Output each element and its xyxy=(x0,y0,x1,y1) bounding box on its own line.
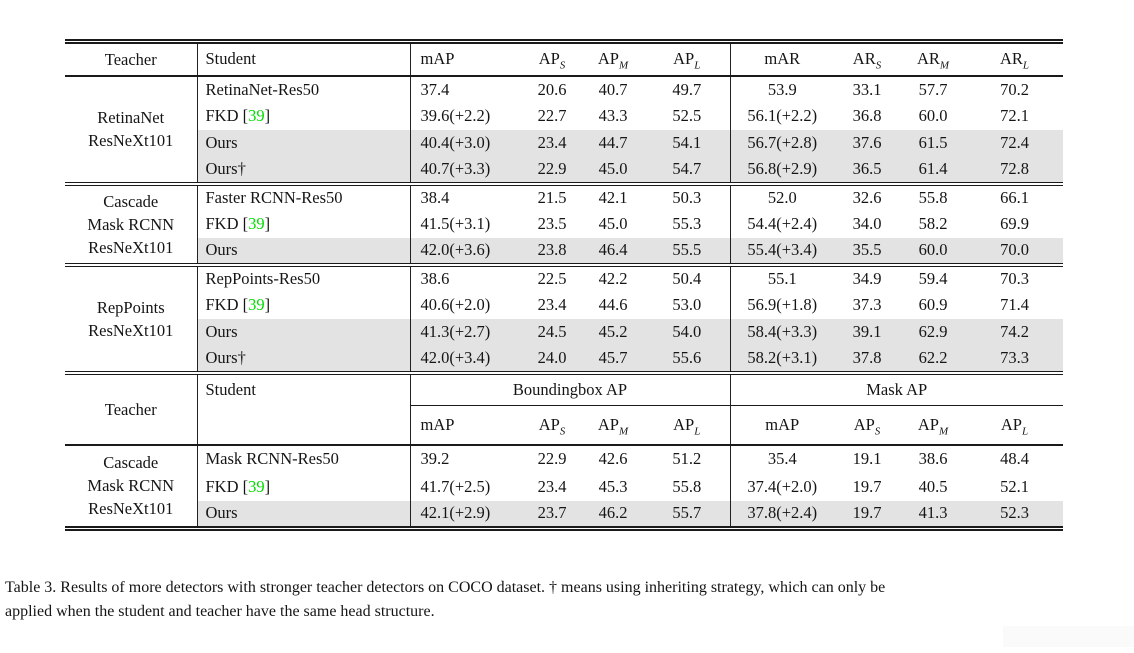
value-cell: 46.2 xyxy=(582,501,644,529)
student-cell: Faster RCNN-Res50 xyxy=(197,184,410,211)
header-mAR xyxy=(730,42,834,76)
value-cell: 38.4 xyxy=(410,184,522,211)
citation-link[interactable]: 39 xyxy=(248,214,265,233)
student-label: FKD [ xyxy=(205,476,249,496)
teacher-line: ResNeXt101 xyxy=(88,499,174,519)
value-cell: 23.4 xyxy=(537,476,567,496)
value-cell: 69.9 xyxy=(1000,214,1029,233)
value-cell: 49.7 xyxy=(672,79,702,99)
teacher-line: Mask RCNN xyxy=(87,214,175,234)
value-cell: 53.0 xyxy=(672,295,702,314)
value-cell: 22.9 xyxy=(537,449,567,468)
student-cell: Ours xyxy=(197,238,410,265)
student-cell: Ours xyxy=(197,501,410,529)
value-cell: 74.2 xyxy=(966,319,1063,346)
value-cell: 72.1 xyxy=(1000,106,1029,125)
metric-subscript: L xyxy=(1021,425,1029,438)
teacher-cell xyxy=(65,265,197,373)
value-cell: 46.4 xyxy=(582,238,644,265)
value-cell: 55.4(+3.4) xyxy=(730,238,834,265)
value-cell: 55.7 xyxy=(644,501,730,529)
metric-subscript: S xyxy=(559,425,566,438)
teacher-line: Cascade xyxy=(103,191,159,211)
results-table xyxy=(65,39,1063,531)
value-cell: 55.8 xyxy=(918,188,948,207)
table-header-row-2 xyxy=(65,373,1063,445)
table-row xyxy=(65,76,1063,103)
student-cell: Ours† xyxy=(197,346,410,373)
value-cell: 59.4 xyxy=(918,269,948,288)
header-ARS xyxy=(834,42,900,76)
value-cell: 55.3 xyxy=(672,214,702,233)
value-cell: 58.2(+3.1) xyxy=(730,346,834,373)
student-cell xyxy=(197,211,410,238)
value-cell: 52.5 xyxy=(672,106,702,125)
metric-label: AR xyxy=(999,49,1023,69)
metric-subscript: M xyxy=(938,425,949,438)
value-cell: 45.7 xyxy=(582,346,644,373)
group-mask-ap: Mask AP xyxy=(730,373,1063,406)
value-cell: 66.1 xyxy=(1000,188,1029,207)
value-cell: 54.0 xyxy=(644,319,730,346)
value-cell: 70.3 xyxy=(1000,269,1029,288)
value-cell: 37.8 xyxy=(834,346,900,373)
student-cell: Ours† xyxy=(197,157,410,184)
header-bbox-APS xyxy=(522,406,582,445)
header-bbox-mAP xyxy=(410,406,522,445)
teacher-line: ResNeXt101 xyxy=(88,237,174,257)
table-row xyxy=(65,130,1063,157)
metric-label: AP xyxy=(597,49,619,69)
value-cell: 54.1 xyxy=(644,130,730,157)
value-cell: 45.0 xyxy=(598,214,628,233)
value-cell: 37.8(+2.4) xyxy=(730,501,834,529)
value-cell: 62.2 xyxy=(900,346,966,373)
value-cell: 39.2 xyxy=(410,445,522,473)
group-boundingbox-ap: Boundingbox AP xyxy=(410,373,730,406)
value-cell: 23.4 xyxy=(537,295,567,314)
table-row xyxy=(65,445,1063,473)
value-cell: 21.5 xyxy=(537,188,567,207)
citation-link[interactable]: 39 xyxy=(248,295,265,314)
value-cell: 42.2 xyxy=(598,269,628,288)
value-cell: 57.7 xyxy=(918,79,948,99)
value-cell: 40.7(+3.3) xyxy=(410,157,522,184)
value-cell: 61.5 xyxy=(900,130,966,157)
value-cell: 39.6(+2.2) xyxy=(410,103,522,130)
value-cell: 24.5 xyxy=(522,319,582,346)
metric-subscript: S xyxy=(875,59,882,72)
student-label: FKD [ xyxy=(205,214,249,233)
metric-label: AP xyxy=(853,414,875,434)
value-cell: 22.5 xyxy=(537,269,567,288)
student-label: FKD [ xyxy=(205,295,249,314)
table-caption xyxy=(5,576,1134,624)
metric-label: AP xyxy=(673,49,695,69)
value-cell: 73.3 xyxy=(966,346,1063,373)
student-label: FKD [ xyxy=(205,106,249,125)
student-label: ] xyxy=(264,295,271,314)
metric-label: AP xyxy=(538,414,560,434)
value-cell: 45.2 xyxy=(582,319,644,346)
value-cell: 19.7 xyxy=(852,476,882,496)
header-student: Student xyxy=(197,373,410,445)
value-cell: 51.2 xyxy=(672,449,702,468)
teacher-line: RepPoints xyxy=(96,297,165,317)
value-cell: 45.3 xyxy=(598,476,628,496)
value-cell: 54.7 xyxy=(644,157,730,184)
value-cell: 40.7 xyxy=(598,79,628,99)
value-cell: 62.9 xyxy=(900,319,966,346)
metric-subscript: M xyxy=(618,425,629,438)
metric-subscript: M xyxy=(939,59,950,72)
value-cell: 22.7 xyxy=(537,106,567,125)
value-cell: 24.0 xyxy=(522,346,582,373)
results-table-wrapper xyxy=(65,39,1063,531)
table-row xyxy=(65,473,1063,501)
header-ARM xyxy=(900,42,966,76)
metric-label: AP xyxy=(538,49,560,69)
teacher-line: Cascade xyxy=(103,453,159,473)
student-cell: RepPoints-Res50 xyxy=(197,265,410,292)
value-cell: 70.2 xyxy=(1000,79,1029,99)
header-mask-APL xyxy=(966,406,1063,445)
teacher-line: RetinaNet xyxy=(97,108,165,127)
value-cell: 39.1 xyxy=(834,319,900,346)
teacher-line: Mask RCNN xyxy=(87,476,175,496)
value-cell: 37.4 xyxy=(410,76,522,103)
value-cell: 22.9 xyxy=(522,157,582,184)
value-cell: 70.0 xyxy=(966,238,1063,265)
value-cell: 36.5 xyxy=(834,157,900,184)
value-cell: 58.2 xyxy=(918,214,948,233)
table-row xyxy=(65,346,1063,373)
header-student: Student xyxy=(197,42,410,76)
metric-label: AP xyxy=(597,414,619,434)
value-cell: 19.7 xyxy=(834,501,900,529)
value-cell: 52.0 xyxy=(730,184,834,211)
student-cell: Mask RCNN-Res50 xyxy=(197,445,410,473)
value-cell: 60.0 xyxy=(900,238,966,265)
header-bbox-APL xyxy=(644,406,730,445)
value-cell: 42.0(+3.4) xyxy=(410,346,522,373)
value-cell: 50.4 xyxy=(672,269,702,288)
block-retinanet xyxy=(65,76,1063,184)
value-cell: 37.4(+2.0) xyxy=(730,473,834,501)
value-cell: 38.6 xyxy=(918,449,948,468)
value-cell: 44.7 xyxy=(582,130,644,157)
block-cascade-mask-rcnn-instance xyxy=(65,445,1063,529)
value-cell: 52.1 xyxy=(1000,476,1029,496)
value-cell: 42.1 xyxy=(598,188,628,207)
value-cell: 61.4 xyxy=(900,157,966,184)
value-cell: 52.3 xyxy=(966,501,1063,529)
value-cell: 56.7(+2.8) xyxy=(730,130,834,157)
value-cell: 72.8 xyxy=(966,157,1063,184)
value-cell: 34.0 xyxy=(852,214,882,233)
metric-label: AP xyxy=(673,414,695,434)
table-row xyxy=(65,238,1063,265)
caption-line-2: applied when the student and teacher have the same head structure. xyxy=(5,603,435,620)
table-row xyxy=(65,501,1063,529)
value-cell: 41.3 xyxy=(900,501,966,529)
metric-subscript: S xyxy=(874,425,881,438)
value-cell: 35.5 xyxy=(834,238,900,265)
header-APM xyxy=(582,42,644,76)
value-cell: 32.6 xyxy=(852,188,882,207)
table-row xyxy=(65,157,1063,184)
value-cell: 60.0 xyxy=(918,106,948,125)
block-reppoints xyxy=(65,265,1063,373)
header-APS xyxy=(522,42,582,76)
value-cell: 40.6(+2.0) xyxy=(410,292,522,319)
value-cell: 50.3 xyxy=(672,188,702,207)
metric-label: AP xyxy=(917,414,939,434)
header-mask-mAP xyxy=(730,406,834,445)
header-bbox-APM xyxy=(582,406,644,445)
value-cell: 56.1(+2.2) xyxy=(730,103,834,130)
value-cell: 33.1 xyxy=(852,79,882,99)
value-cell: 55.6 xyxy=(644,346,730,373)
value-cell: 71.4 xyxy=(1000,295,1029,314)
teacher-line: ResNeXt101 xyxy=(88,320,174,340)
metric-label: AR xyxy=(852,49,876,69)
header-teacher: Teacher xyxy=(104,399,157,419)
value-cell: 35.4 xyxy=(730,445,834,473)
table-header-row-1 xyxy=(65,42,1063,76)
metric-label: AR xyxy=(916,49,940,69)
teacher-cell xyxy=(65,445,197,529)
header2-group-row xyxy=(65,373,1063,406)
table-row xyxy=(65,319,1063,346)
value-cell: 34.9 xyxy=(852,269,882,288)
value-cell: 60.9 xyxy=(918,295,948,314)
table-row xyxy=(65,211,1063,238)
table-row xyxy=(65,184,1063,211)
value-cell: 41.3(+2.7) xyxy=(410,319,522,346)
value-cell: 41.7(+2.5) xyxy=(410,473,522,501)
value-cell: 55.5 xyxy=(644,238,730,265)
value-cell: 43.3 xyxy=(598,106,628,125)
value-cell: 23.5 xyxy=(537,214,567,233)
metric-subscript: L xyxy=(694,59,701,72)
metric-subscript: M xyxy=(618,59,629,72)
header1-row xyxy=(65,42,1063,76)
metric-label: mAP xyxy=(420,49,455,69)
student-label: ] xyxy=(264,214,271,233)
value-cell: 40.4(+3.0) xyxy=(410,130,522,157)
value-cell: 54.4(+2.4) xyxy=(730,211,834,238)
header-mAP xyxy=(410,42,522,76)
value-cell: 38.6 xyxy=(410,265,522,292)
student-label: ] xyxy=(264,106,271,125)
value-cell: 56.8(+2.9) xyxy=(730,157,834,184)
student-label: ] xyxy=(264,476,271,496)
value-cell: 36.8 xyxy=(852,106,882,125)
value-cell: 72.4 xyxy=(966,130,1063,157)
metric-label: mAP xyxy=(420,414,455,434)
value-cell: 41.5(+3.1) xyxy=(410,211,522,238)
value-cell: 20.6 xyxy=(537,79,567,99)
value-cell: 55.1 xyxy=(730,265,834,292)
table-row xyxy=(65,265,1063,292)
caption-line-1: Table 3. Results of more detectors with stronger teacher detectors on COCO dataset. † means using inheriting strategy, which can only be xyxy=(5,579,886,596)
metric-label: AP xyxy=(1000,414,1022,434)
student-cell xyxy=(197,292,410,319)
value-cell: 23.7 xyxy=(522,501,582,529)
value-cell: 53.9 xyxy=(730,76,834,103)
teacher-line: ResNeXt101 xyxy=(88,131,174,150)
block-cascade-mask-rcnn xyxy=(65,184,1063,265)
metric-subscript: S xyxy=(559,59,566,72)
student-cell: Ours xyxy=(197,319,410,346)
header-ARL xyxy=(966,42,1063,76)
header-APL xyxy=(644,42,730,76)
metric-label: mAR xyxy=(764,49,801,69)
metric-subscript: L xyxy=(1022,59,1030,72)
header-teacher: Teacher xyxy=(104,49,157,69)
teacher-cell xyxy=(65,184,197,265)
teacher-cell xyxy=(65,76,197,184)
value-cell: 55.8 xyxy=(672,476,702,496)
value-cell: 42.1(+2.9) xyxy=(410,501,522,529)
value-cell: 19.1 xyxy=(852,449,882,468)
metric-label: mAP xyxy=(765,414,800,434)
value-cell: 58.4(+3.3) xyxy=(730,319,834,346)
value-cell: 37.3 xyxy=(852,295,882,314)
citation-link[interactable]: 39 xyxy=(248,476,265,496)
faint-highlight-box xyxy=(1003,626,1134,647)
value-cell: 40.5 xyxy=(918,476,948,496)
value-cell: 42.6 xyxy=(598,449,628,468)
student-cell xyxy=(197,473,410,501)
student-cell: RetinaNet-Res50 xyxy=(197,76,410,103)
value-cell: 37.6 xyxy=(834,130,900,157)
table-row xyxy=(65,292,1063,319)
value-cell: 48.4 xyxy=(1000,449,1029,468)
value-cell: 44.6 xyxy=(598,295,628,314)
header-mask-APM xyxy=(900,406,966,445)
value-cell: 23.8 xyxy=(522,238,582,265)
value-cell: 42.0(+3.6) xyxy=(410,238,522,265)
student-cell xyxy=(197,103,410,130)
value-cell: 23.4 xyxy=(522,130,582,157)
metric-subscript: L xyxy=(694,425,701,438)
value-cell: 56.9(+1.8) xyxy=(730,292,834,319)
header-mask-APS xyxy=(834,406,900,445)
citation-link[interactable]: 39 xyxy=(248,106,265,125)
table-row xyxy=(65,103,1063,130)
value-cell: 45.0 xyxy=(582,157,644,184)
student-cell: Ours xyxy=(197,130,410,157)
